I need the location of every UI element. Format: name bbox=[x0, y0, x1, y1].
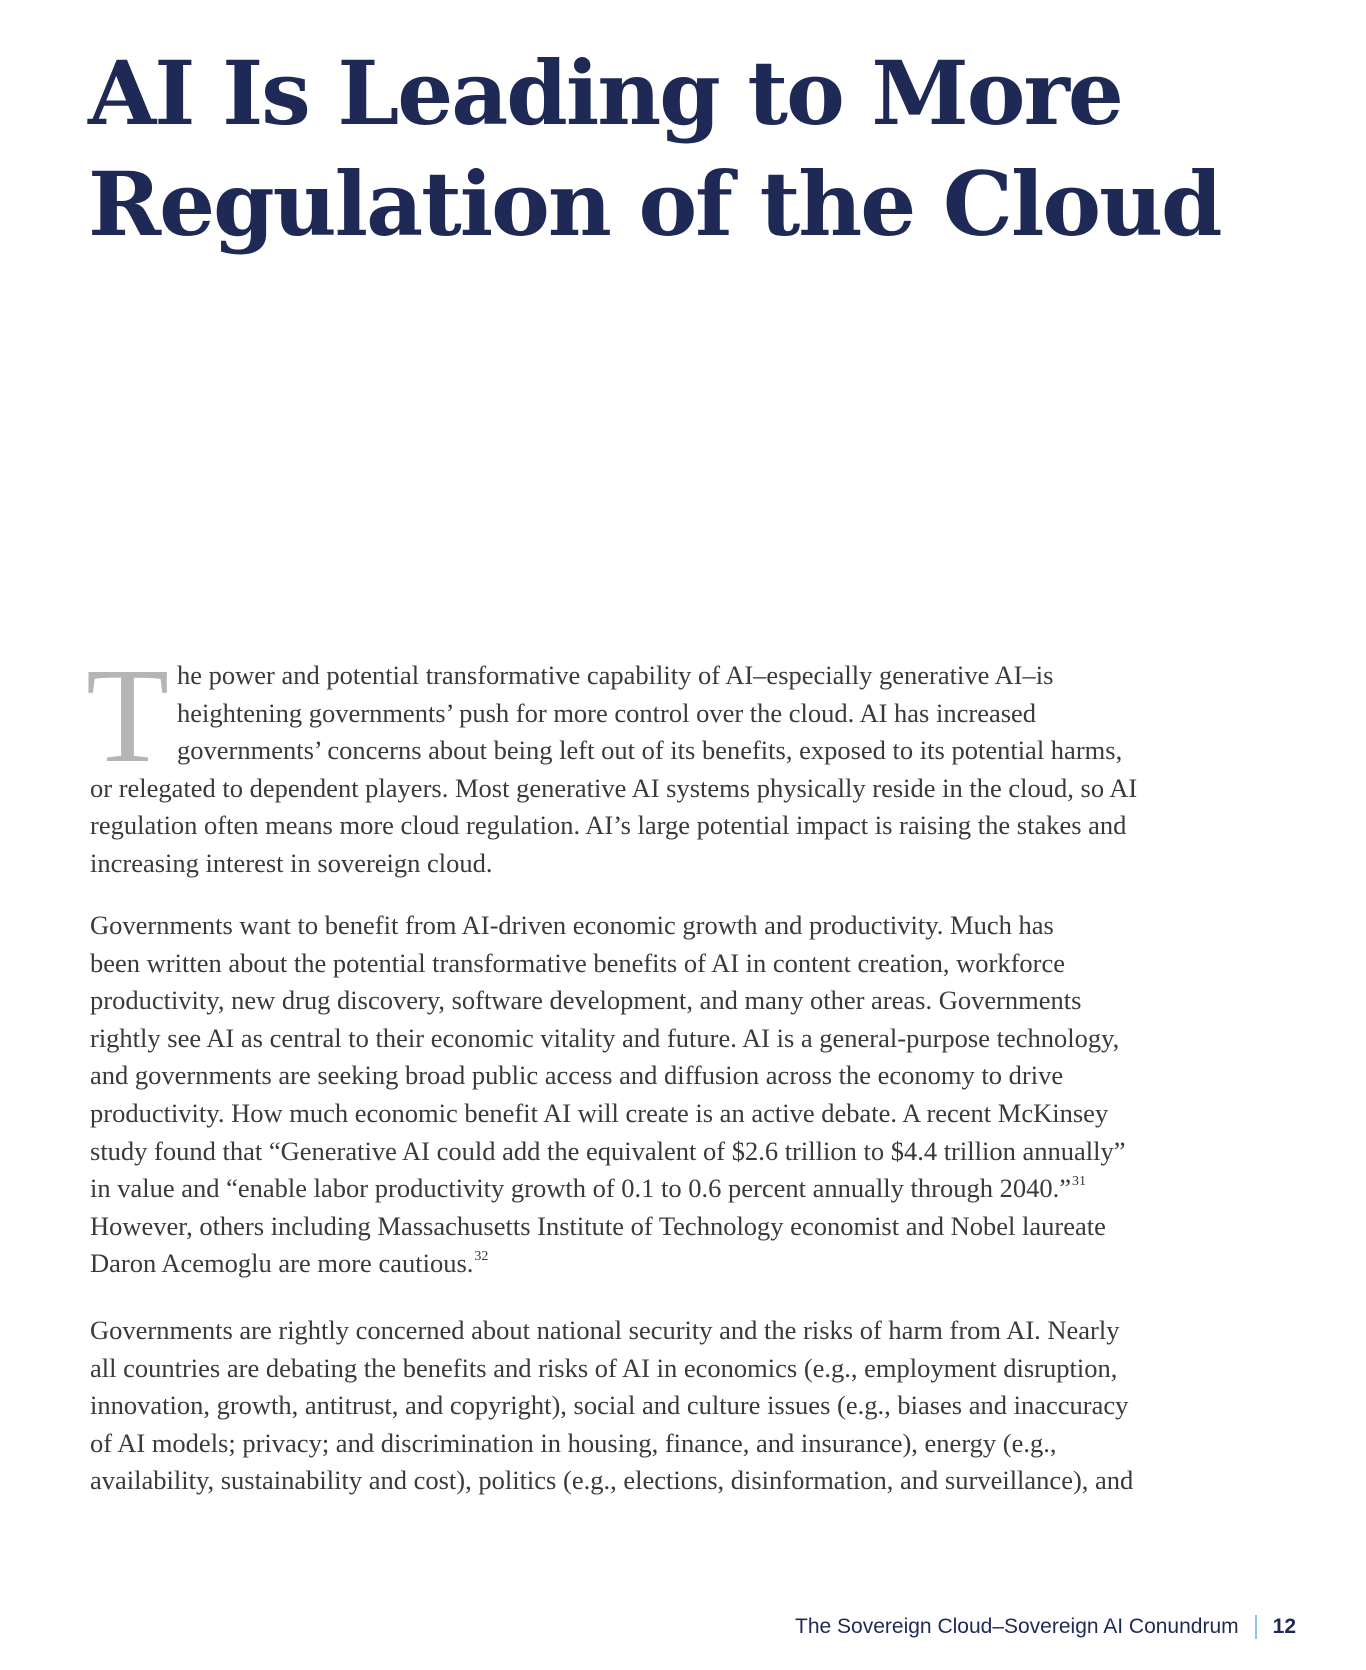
footer-separator bbox=[1255, 1615, 1257, 1639]
footnote-ref-31[interactable]: 31 bbox=[1071, 1174, 1086, 1190]
text-line: increasing interest in sovereign cloud. bbox=[90, 847, 493, 878]
text-line: availability, sustainability and cost), politics (e.g., elections, disinformation, and surveillance), and bbox=[90, 1465, 1134, 1496]
paragraph-intro bbox=[86, 641, 1290, 883]
text-line: he power and potential transformative capability of AI–especially generative AI–is bbox=[177, 660, 1054, 690]
text-line: of AI models; privacy; and discrimination in housing, finance, and insurance), energy (e.g., bbox=[90, 1427, 1057, 1458]
text-line-with-footnote bbox=[90, 1245, 1290, 1283]
text-line: Governments want to benefit from AI-driven economic growth and productivity. Much has bbox=[90, 910, 1054, 940]
text-line: Daron Acemoglu are more cautious. bbox=[90, 1248, 474, 1279]
text-line: been written about the potential transformative benefits of AI in content creation, workforce bbox=[90, 947, 1066, 978]
publication-title: The Sovereign Cloud–Sovereign AI Conundrum bbox=[795, 1615, 1239, 1638]
text-line: and governments are seeking broad public access and diffusion across the economy to drive bbox=[90, 1060, 1064, 1091]
paragraph-economic-growth bbox=[90, 907, 1290, 1283]
footnote-ref-32[interactable]: 32 bbox=[474, 1249, 489, 1265]
text-line: rightly see AI as central to their economic vitality and future. AI is a general-purpose technology, bbox=[90, 1022, 1120, 1053]
text-line: regulation often means more cloud regulation. AI’s large potential impact is raising the stakes and bbox=[90, 810, 1127, 841]
drop-cap: T bbox=[86, 641, 170, 791]
page-title-line: AI Is Leading to More bbox=[88, 41, 1122, 145]
text-line: productivity, new drug discovery, software development, and many other areas. Governments bbox=[90, 985, 1082, 1016]
text-line: study found that “Generative AI could add the equivalent of $2.6 trillion to $4.4 trillion annually” bbox=[90, 1135, 1126, 1166]
page-title-line: Regulation of the Cloud bbox=[88, 152, 1221, 256]
text-line: governments’ concerns about being left out of its benefits, exposed to its potential harms, bbox=[177, 735, 1123, 766]
paragraph-national-security bbox=[90, 1312, 1290, 1500]
text-line: productivity. How much economic benefit AI will create is an active debate. A recent McKinsey bbox=[90, 1097, 1109, 1128]
text-line: heightening governments’ push for more control over the cloud. AI has increased bbox=[177, 697, 1037, 728]
text-line: or relegated to dependent players. Most generative AI systems physically reside in the cloud, so AI bbox=[90, 772, 1138, 803]
text-line: all countries are debating the benefits and risks of AI in economics (e.g., employment disruption, bbox=[90, 1352, 1118, 1383]
page-title bbox=[88, 38, 1338, 260]
page-footer bbox=[795, 1615, 1296, 1639]
text-line: innovation, growth, antitrust, and copyright), social and culture issues (e.g., biases and inaccuracy bbox=[90, 1390, 1129, 1421]
text-line-with-footnote bbox=[90, 1170, 1290, 1208]
text-line: in value and “enable labor productivity growth of 0.1 to 0.6 percent annually through 2040.” bbox=[90, 1173, 1071, 1204]
text-line: However, others including Massachusetts Institute of Technology economist and Nobel laureate bbox=[90, 1210, 1106, 1241]
text-line: Governments are rightly concerned about national security and the risks of harm from AI. Nearly bbox=[90, 1315, 1120, 1345]
page-number: 12 bbox=[1272, 1615, 1296, 1638]
